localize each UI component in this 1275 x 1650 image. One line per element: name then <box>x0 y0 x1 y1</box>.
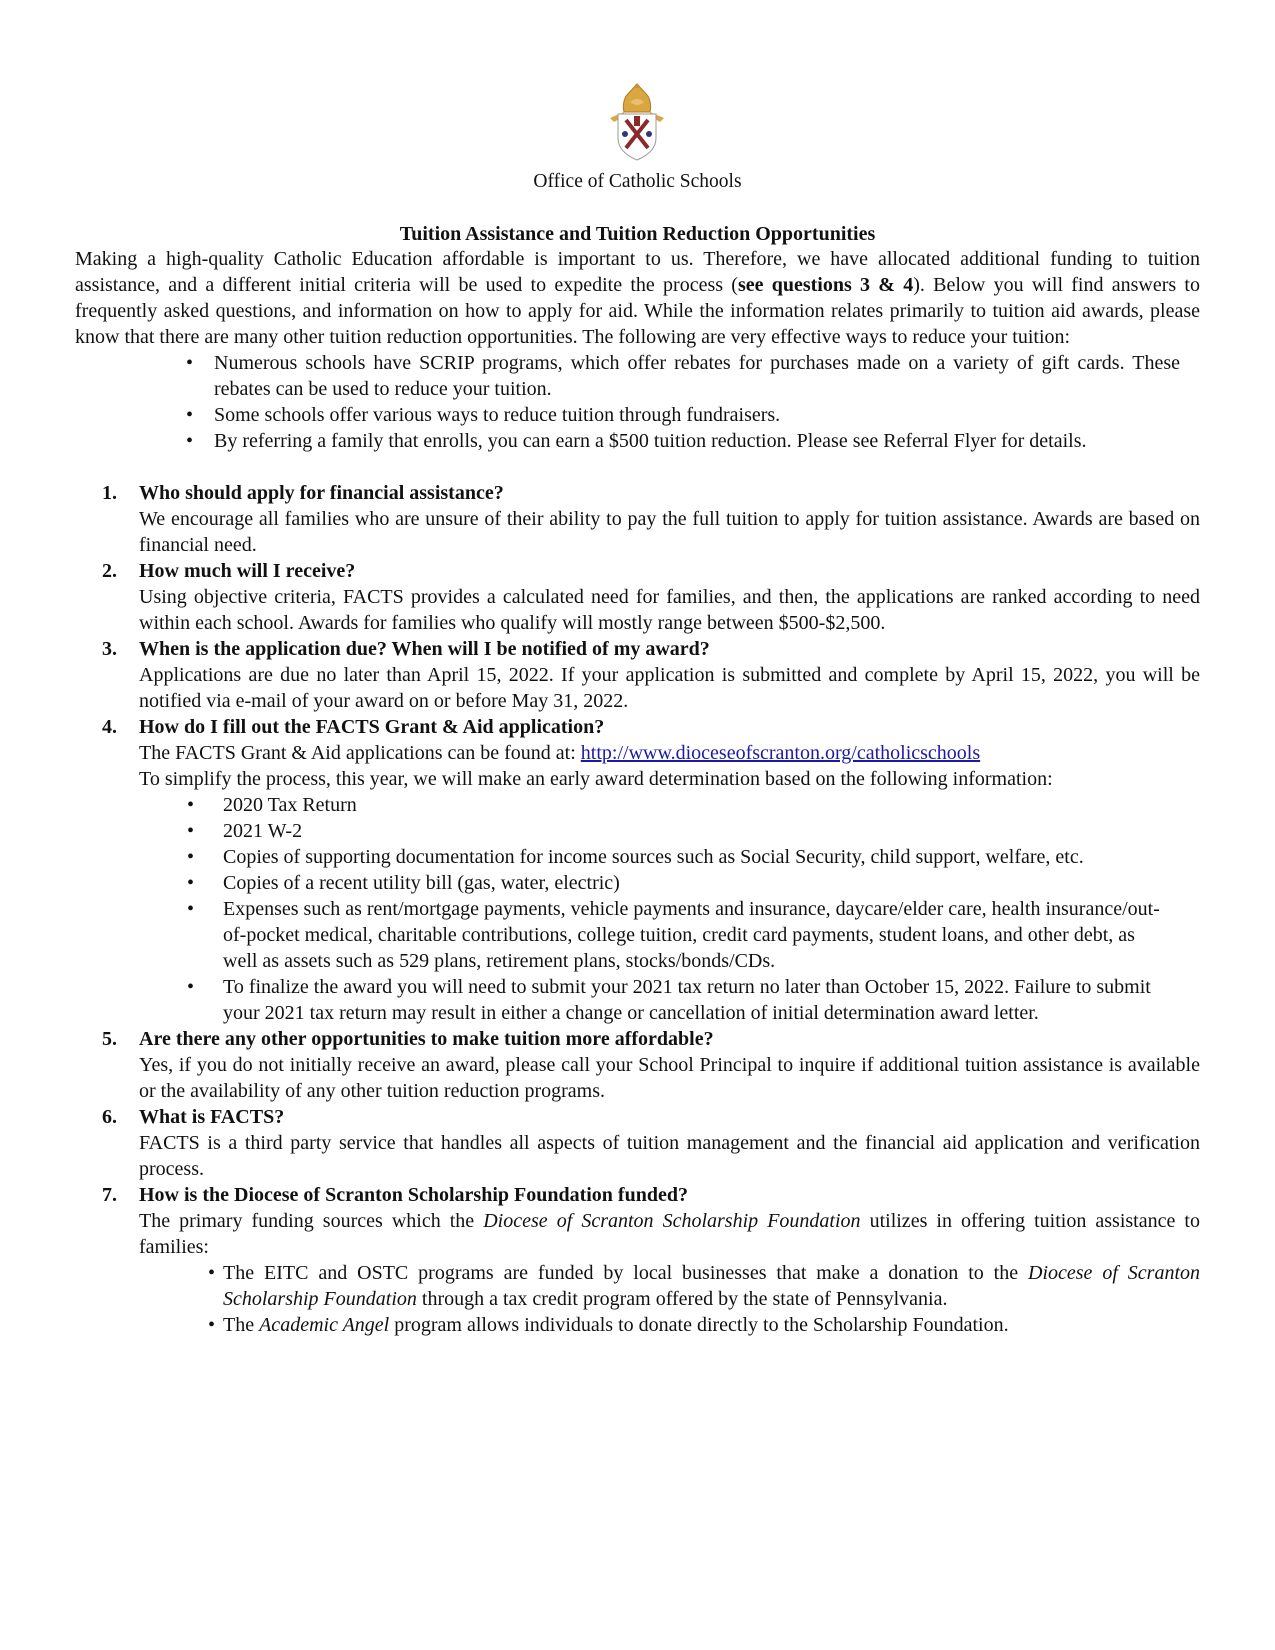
faq-item-1 <box>75 480 1200 558</box>
page-title: Tuition Assistance and Tuition Reduction Opportunities <box>399 223 876 245</box>
catholic-schools-link[interactable]: http://www.dioceseofscranton.org/catholicschools <box>580 742 981 764</box>
faq-item-3 <box>75 636 1200 714</box>
faq-number: 4. <box>102 716 117 738</box>
bullet-icon: • <box>187 872 195 894</box>
faq-number: 5. <box>102 1028 117 1050</box>
faq-answer: Applications are due no later than April 15, 2022. If your application is submitted and complete by April 15, 2022, you will be notified via e-mail of your award on or before May 31, 2022. <box>139 664 1200 712</box>
bullet-icon: • <box>187 794 195 816</box>
document-body <box>75 246 1200 1338</box>
faq-item-7 <box>75 1182 1200 1338</box>
faq-answer-continued: To simplify the process, this year, we will make an early award determination based on the following information: <box>139 768 1053 790</box>
faq-question: Are there any other opportunities to make tuition more affordable? <box>139 1028 714 1050</box>
faq-number: 3. <box>102 638 117 660</box>
bullet-icon: • <box>186 352 194 374</box>
faq-number: 7. <box>102 1184 117 1206</box>
list-item: • 2020 Tax Return <box>187 794 357 816</box>
list-item: • Expenses such as rent/mortgage payments, vehicle payments and insurance, daycare/elder care, health insurance/out-of-pocket medical, charitable contributions, college tuition, credit card payments, student loans, and other debt, as well as assets such as 529 plans, retirement plans, stocks/bonds/CDs. <box>187 898 1160 972</box>
faq-list <box>75 480 1200 1338</box>
bullet-icon: • <box>187 976 195 998</box>
funding-sources-list <box>139 1260 1200 1338</box>
faq-number: 1. <box>102 482 117 504</box>
bullet-icon: • <box>187 820 195 842</box>
intro-bold-reference: see questions 3 & 4 <box>737 274 914 296</box>
faq-answer: FACTS is a third party service that handles all aspects of tuition management and the financial aid application and verification process. <box>139 1132 1200 1180</box>
faq-answer: We encourage all families who are unsure of their ability to pay the full tuition to apply for tuition assistance. Awards are based on financial need. <box>139 508 1200 556</box>
list-item: • Copies of a recent utility bill (gas, water, electric) <box>187 872 620 894</box>
required-documents-list <box>139 792 1200 1026</box>
faq-question: When is the application due? When will I be notified of my award? <box>139 638 710 660</box>
faq-answer: Yes, if you do not initially receive an award, please call your School Principal to inquire if additional tuition assistance is available or the availability of any other tuition reduction programs. <box>139 1054 1200 1102</box>
intro-bullet-list <box>75 350 1200 454</box>
list-item: • Some schools offer various ways to reduce tuition through fundraisers. <box>186 404 781 426</box>
diocese-crest-icon <box>604 82 670 162</box>
faq-question: How much will I receive? <box>139 560 356 582</box>
intro-paragraph: Making a high-quality Catholic Education affordable is important to us. Therefore, we have allocated additional funding to tuition assistance, and a different initial criteria will be used to expedite the process (see questions 3 & 4). Below you will find answers to frequently asked questions, and information on how to apply for aid. While the information relates primarily to tuition aid awards, please know that there are many other tuition reduction opportunities. The following are very effective ways to reduce your tuition: <box>75 248 1200 348</box>
list-item: • The Academic Angel program allows individuals to donate directly to the Scholarship Foundation. <box>208 1314 1009 1336</box>
faq-question: How is the Diocese of Scranton Scholarship Foundation funded? <box>139 1184 688 1206</box>
faq-question: What is FACTS? <box>139 1106 285 1128</box>
faq-item-6 <box>75 1104 1200 1182</box>
faq-question: How do I fill out the FACTS Grant & Aid application? <box>139 716 605 738</box>
faq-item-4 <box>75 714 1200 1026</box>
bullet-icon: • <box>208 1262 216 1284</box>
faq-answer: Using objective criteria, FACTS provides a calculated need for families, and then, the applications are ranked according to need within each school. Awards for families who qualify will mostly range between $500-$2,500. <box>139 586 1200 634</box>
bullet-icon: • <box>186 430 194 452</box>
bullet-icon: • <box>187 898 195 920</box>
office-name: Office of Catholic Schools <box>533 171 742 192</box>
faq-answer: The FACTS Grant & Aid applications can be found at: http://www.dioceseofscranton.org/catholicschools <box>139 742 981 764</box>
faq-answer: The primary funding sources which the Diocese of Scranton Scholarship Foundation utilizes in offering tuition assistance to families: <box>139 1210 1200 1258</box>
list-item: • To finalize the award you will need to submit your 2021 tax return no later than October 15, 2022. Failure to submit your 2021 tax return may result in either a change or cancellation of initial determination award letter. <box>187 976 1151 1024</box>
list-item: • 2021 W-2 <box>187 820 303 842</box>
faq-item-5 <box>75 1026 1200 1104</box>
faq-question: Who should apply for financial assistance? <box>139 482 504 504</box>
faq-item-2 <box>75 558 1200 636</box>
list-item: • Copies of supporting documentation for income sources such as Social Security, child support, welfare, etc. <box>187 846 1084 868</box>
list-item: • Numerous schools have SCRIP programs, which offer rebates for purchases made on a variety of gift cards. These rebates can be used to reduce your tuition. <box>186 352 1180 400</box>
list-item: • By referring a family that enrolls, you can earn a $500 tuition reduction. Please see Referral Flyer for details. <box>186 430 1087 452</box>
list-item: • The EITC and OSTC programs are funded by local businesses that make a donation to the Diocese of Scranton Scholarship Foundation through a tax credit program offered by the state of Pennsylvania. <box>208 1262 1201 1310</box>
faq-number: 2. <box>102 560 117 582</box>
bullet-icon: • <box>187 846 195 868</box>
bullet-icon: • <box>208 1314 216 1336</box>
bullet-icon: • <box>186 404 194 426</box>
faq-number: 6. <box>102 1106 117 1128</box>
